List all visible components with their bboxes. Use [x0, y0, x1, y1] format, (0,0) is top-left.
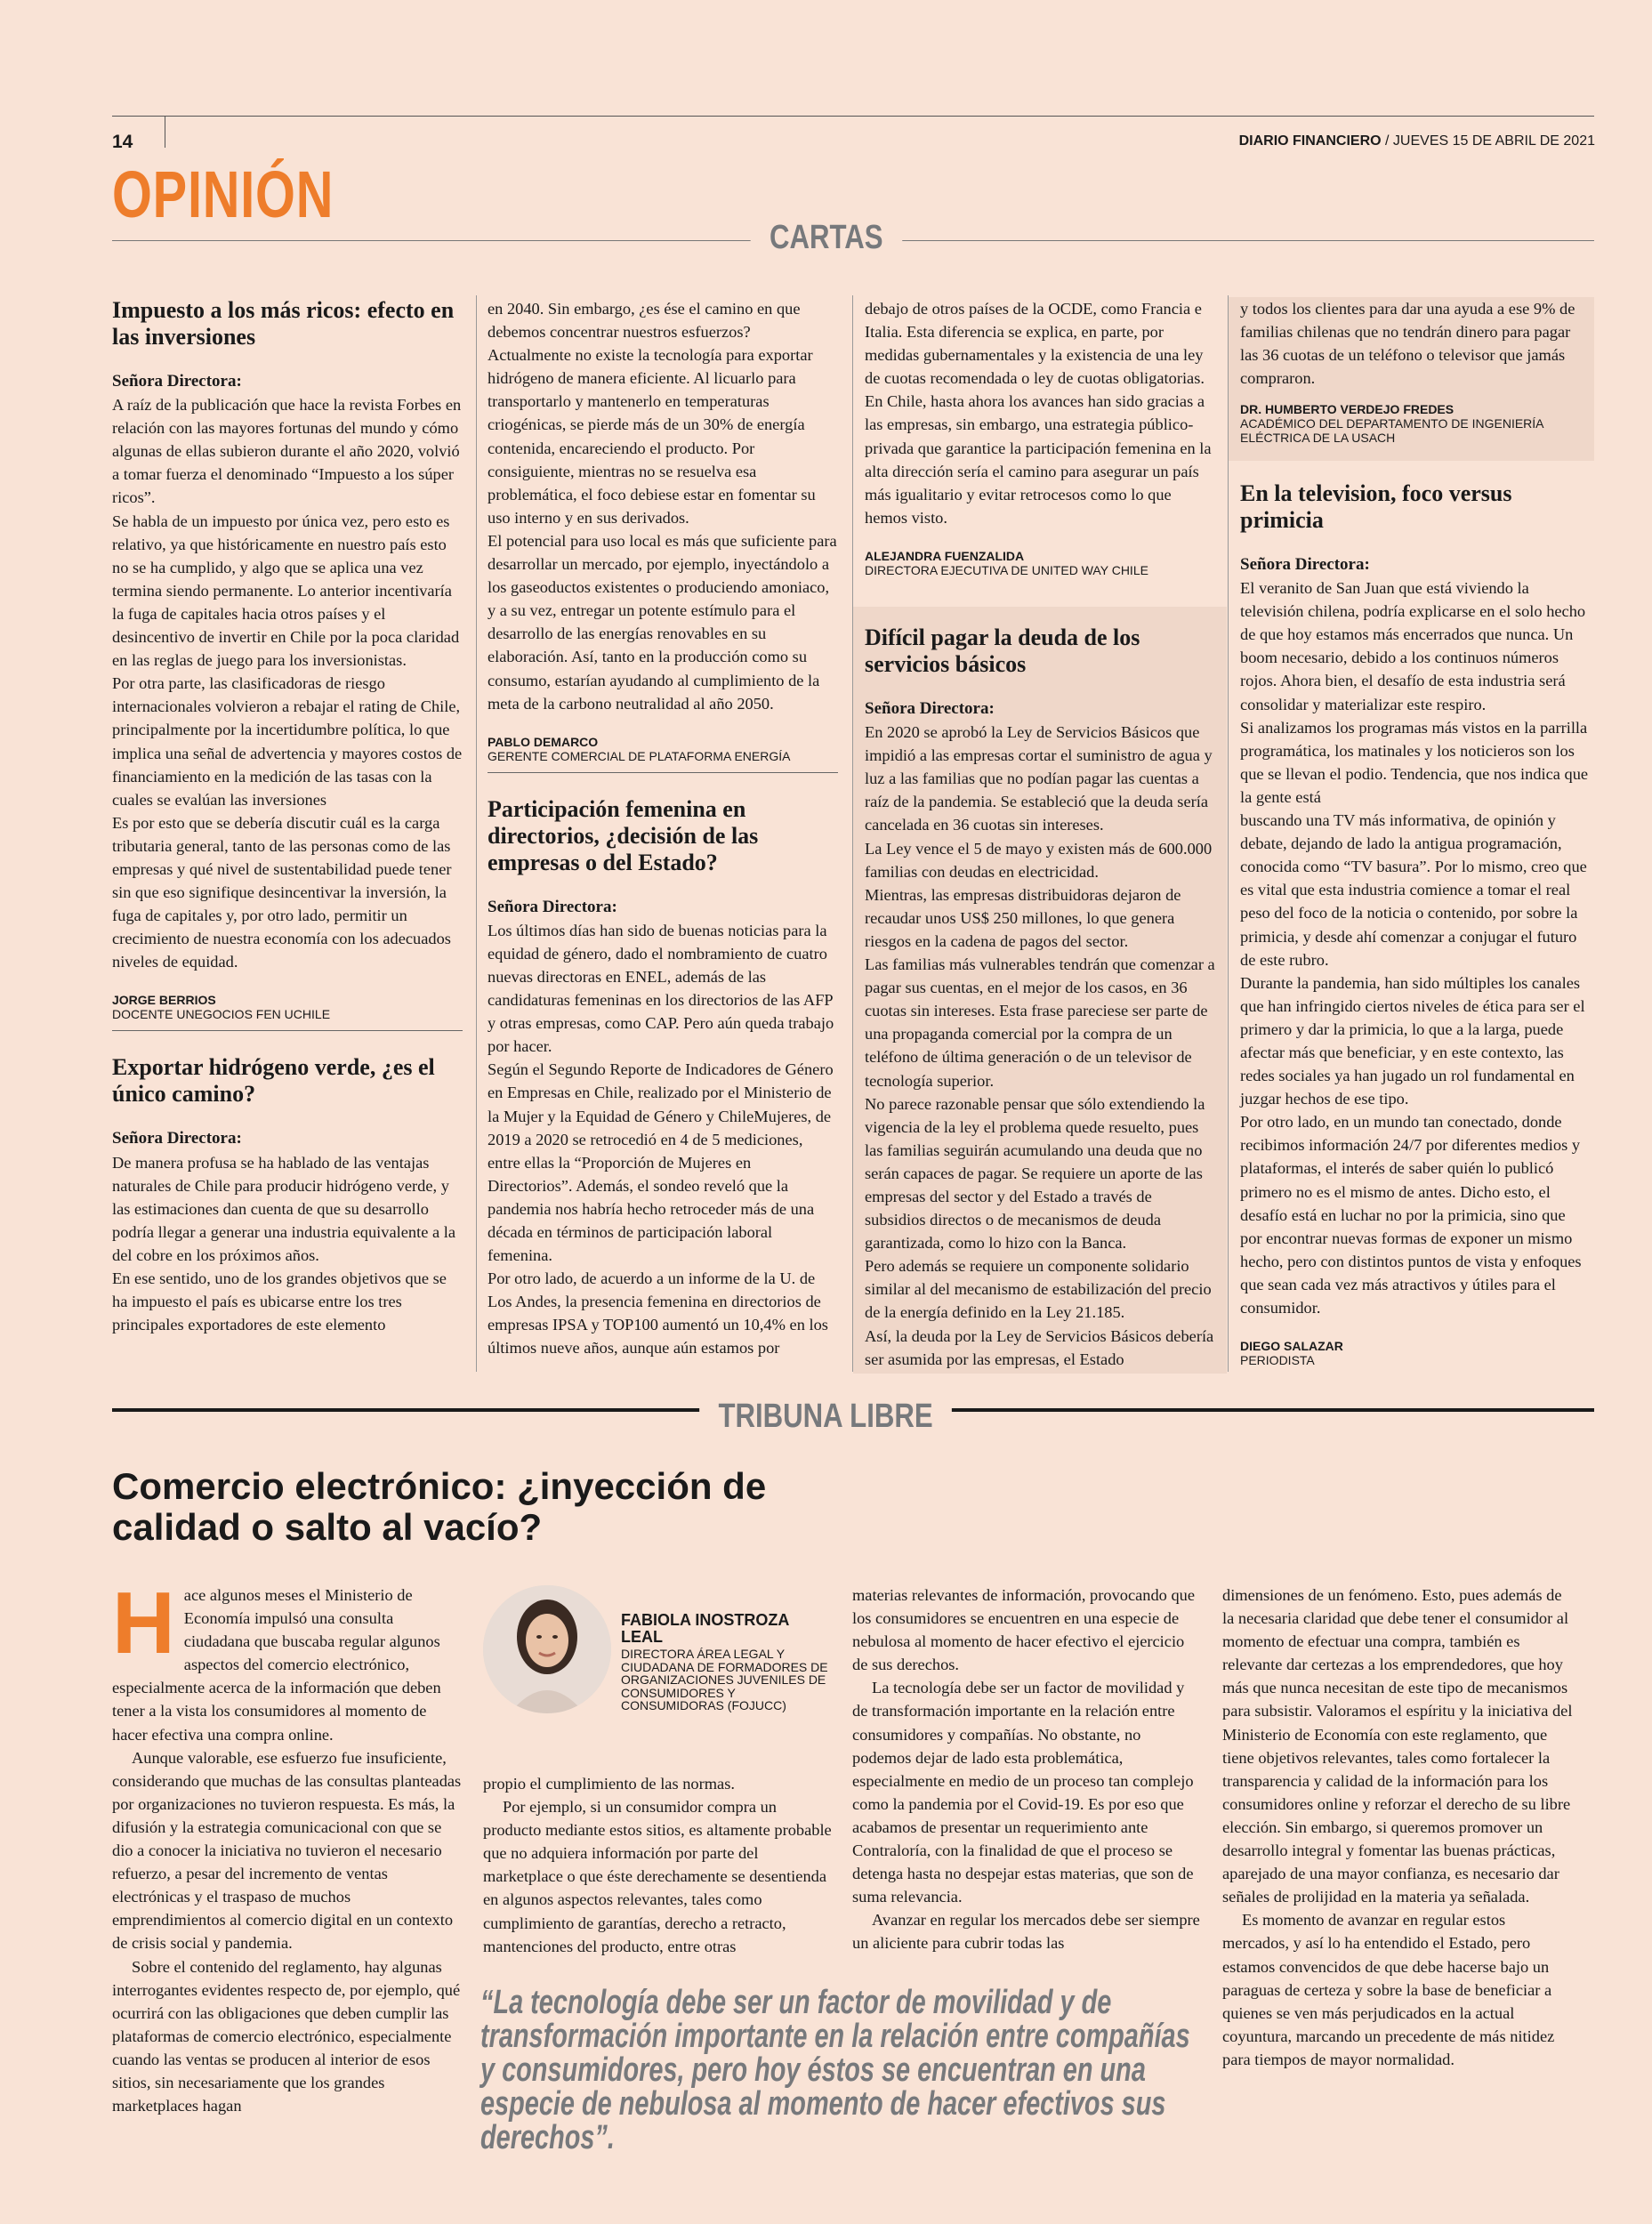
letter-3-p1: Los últimos días han sido de buenas noticias para la equidad de género, dado el nombramiento de cuatro nuevas directoras en ENEL, además de las candidaturas femeninas en los directorios de las AFP y otras empresas, como CAP. Pero aún queda trabajo por hacer.	[488, 921, 834, 1056]
letter-4-p6: Pero además se requiere un componente solidario similar al del mecanismo de estabilización del precio de la energía definido en la Ley 21.185.	[865, 1257, 1212, 1322]
divider	[112, 1030, 463, 1031]
tribuna-p2: Aunque valorable, ese esfuerzo fue insuficiente, considerando que muchas de las consultas planteadas por organizaciones no tuvieron respuesta. Es más, la difusión y la estrategia comunicacional con que se dio a conocer la iniciativa no tuvieron el necesario refuerzo, a pesar del incremento de ventas electrónicas y el traspaso de muchos emprendimientos al comercio digital en un contexto de crisis social y pandemia.	[112, 1748, 462, 1953]
publication-name: DIARIO FINANCIERO	[1238, 133, 1382, 149]
letter-5-p1: El veranito de San Juan que está viviendo la televisión chilena, podría explicarse en el solo hecho de que hoy estamos más encerrados que nunca. Un boom necesario, debido a los continuos números rojos. Ahora bien, el desafío de esta industria será consolidar y materializar este respiro.	[1240, 579, 1586, 713]
author-role: DIRECTORA ÁREA LEGAL Y CIUDADANA DE FORMADORES DE ORGANIZACIONES JUVENILES DE CONSUMIDORES Y CONSUMIDORAS (FOJUCC)	[621, 1647, 828, 1713]
letters-col-4	[1240, 480, 1591, 1367]
letter-5-p3: buscando una TV más informativa, de opinión y debate, dejando de lado la antigua programación, conocida como “TV basura”. Por lo mismo, creo que es vital que esta industria comience a tomar el real peso del foco de la noticia o contenido, por sobre la primicia, y desde ahí comenzar a conjugar el futuro de este rubro.	[1240, 811, 1587, 969]
tribuna-band	[0, 1398, 1652, 1436]
tribuna-col-1	[112, 1574, 463, 2117]
tribuna-p7: La tecnología debe ser un factor de movilidad y de transformación importante en la relación entre consumidores y compañías. No obstante, no podemos dejar de lado esta problemática, especialmente en medio de un proceso tan complejo como la pandemia por el Covid-19. Es por eso que acabamos de presentar un requerimiento ante Contraloría, con la finalidad de que el proceso se detenga hasta no despejar estas materias, que son de suma relevancia.	[852, 1679, 1194, 1906]
author-portrait-icon	[483, 1585, 611, 1713]
letter-2-author: PABLO DEMARCO	[488, 734, 599, 749]
letter-4-role: ACADÉMICO DEL DEPARTAMENTO DE INGENIERÍA ELÉCTRICA DE LA USACH	[1240, 416, 1543, 446]
letter-3-p3: Por otro lado, de acuerdo a un informe de la U. de Los Andes, la presencia femenina en directorios de empresas IPSA y TOP100 aumentó un 10,4% en los últimos nueve años, aunque aún estamos por	[488, 1269, 828, 1358]
letter-1-p1: A raíz de la publicación que hace la revista Forbes en relación con las mayores fortunas del mundo y cómo algunas de ellas subieron durante el año 2020, volvió a tomar fuerza el denominado “Impuesto a los súper ricos”.	[112, 396, 462, 507]
letter-4-title: Difícil pagar la deuda de los servicios básicos	[865, 624, 1140, 677]
dropcap: H	[112, 1574, 175, 1672]
letter-3-p2: Según el Segundo Reporte de Indicadores de Género en Empresas en Chile, realizado por el Ministerio de la Mujer y la Equidad de Género y ChileMujeres, de 2019 a 2020 se retrocedió en 4 de 5 mediciones, entre ellas la “Proporción de Mujeres en Directorios”. Además, el sondeo reveló que la pandemia nos habría hecho retroceder más de una década en términos de participación laboral femenina.	[488, 1060, 834, 1265]
tribuna-p4: propio el cumplimiento de las normas.	[483, 1775, 735, 1793]
letter-2-title: Exportar hidrógeno verde, ¿es el único camino?	[112, 1054, 435, 1108]
divider	[488, 772, 838, 773]
letter-5-role: PERIODISTA	[1240, 1353, 1315, 1368]
letter-1-author: JORGE BERRIOS	[112, 993, 216, 1008]
letter-2-p3: en 2040. Sin embargo, ¿es ése el camino en que debemos concentrar nuestros esfuerzos?	[488, 300, 801, 342]
letter-4-p5: No parece razonable pensar que sólo extendiendo la vigencia de la ley el problema quede resuelto, pues las familias seguirán acumulando una deuda que no serán capaces de pagar. Se requiere un aporte de las empresas del sector y del Estado a través de subsidios directos o de mecanismos de deuda garantizada, como lo hizo con la Banca.	[865, 1094, 1205, 1253]
letter-4-p1: En 2020 se aprobó la Ley de Servicios Básicos que impidió a las empresas cortar el suministro de agua y luz a las familias que no podían pagar las cuentas a raíz de la pandemia. Se estableció que la deuda sería cancelada en 36 cuotas sin intereses.	[865, 723, 1213, 834]
tribuna-p5: Por ejemplo, si un consumidor compra un producto mediante estos sitios, es altamente probable que no adquiera información por parte del marketplace o que éste derechamente se desentienda en algunos aspectos relevantes, tales como cumplimiento de garantías, derecho a retracto, mantenciones del producto, entre otras	[483, 1798, 832, 1955]
letter-4-author: DR. HUMBERTO VERDEJO FREDES	[1240, 402, 1455, 417]
letter-5-title: En la television, foco versus primicia	[1240, 480, 1512, 533]
author-photo	[483, 1585, 611, 1713]
letter-2-p4: Actualmente no existe la tecnología para exportar hidrógeno de manera eficiente. Al licuarlo para transportarlo y mantenerlo en temperaturas criogénicas, se pierde más de un 30% de energía contenida, encareciendo el producto. Por consiguiente, mientras no se resuelva esa problemática, el foco debiese estar en fomentar su uso interno y en sus derivados.	[488, 346, 816, 527]
tribuna-p9: dimensiones de un fenómeno. Esto, pues además de la necesaria claridad que debe tener el consumidor al momento de efectuar una compra, también es relevante dar certezas a los emprendedores, que hoy más que nunca necesitan de este tipo de mecanismos para subsistir. Valoramos el espíritu y la iniciativa del Ministerio de Economía con este reglamento, que tiene objetivos relevantes, tales como fortalecer la transparencia y calidad de la información para los consumidores online y reforzar el derecho de su libre elección. Sin embargo, si queremos promover un desarrollo integral y fomentar las buenas prácticas, aparejado de una mayor confianza, es necesario dar señales de prolijidad en la materia ya señalada.	[1222, 1586, 1573, 1906]
letter-3-title: Participación femenina en directorios, ¿decisión de las empresas o del Estado?	[488, 795, 759, 875]
letter-4-p2: La Ley vence el 5 de mayo y existen más de 600.000 familias con deudas en electricidad.	[865, 839, 1213, 881]
tribuna-col-2	[483, 1772, 834, 1958]
letters-col-1	[112, 297, 463, 1336]
letter-5-p2: Si analizamos los programas más vistos en la parrilla programática, los matinales y los noticieros son los que se llevan el podio. Tendencia, que nos indica que la gente está	[1240, 718, 1589, 806]
letter-1-role: DOCENTE UNEGOCIOS FEN UCHILE	[112, 1007, 331, 1022]
letter-3-salutation: Señora Directora:	[488, 897, 617, 916]
letter-4-p3: Mientras, las empresas distribuidoras dejaron de recaudar unos US$ 250 millones, lo que genera riesgos en la cadena de pagos del sector.	[865, 885, 1181, 950]
tribuna-label: TRIBUNA LIBRE	[700, 1398, 953, 1436]
issue-date: / JUEVES 15 DE ABRIL DE 2021	[1381, 133, 1595, 149]
tribuna-col-3	[852, 1583, 1203, 1955]
letter-5-salutation: Señora Directora:	[1240, 555, 1370, 574]
letters-col-3	[865, 297, 1215, 577]
letter-4-p4: Las familias más vulnerables tendrán que comenzar a pagar sus cuentas, en el mejor de los casos, en 36 cuotas sin intereses. Esta frase pareciese ser parte de una propaganda comercial por la compra de un teléfono de última generación o de un televisor de tecnología superior.	[865, 955, 1215, 1090]
letter-4-salutation: Señora Directora:	[865, 699, 995, 718]
pull-quote: “La tecnología debe ser un factor de movilidad y de transformación importante en la relación entre compañías y consumidores, pero hoy éstos se encuentran en una especie de nebulosa al momento de hacer efectivos sus derechos”.	[480, 1984, 1190, 2156]
letter-4-p8: y todos los clientes para dar una ayuda a ese 9% de familias chilenas que no tendrán dinero para pagar las 36 cuotas de un teléfono o televisor que jamás compraron.	[1240, 300, 1575, 388]
tribuna-p8: Avanzar en regular los mercados debe ser siempre un aliciente para cubrir todas las	[852, 1911, 1200, 1953]
letter-3-p4: debajo de otros países de la OCDE, como Francia e Italia. Esta diferencia se explica, en parte, por medidas gubernamentales y la existencia de una ley de cuotas recomendada o ley de cuotas obligatorias.	[865, 300, 1205, 388]
col-rule-1	[476, 295, 477, 1372]
tribuna-p10: Es momento de avanzar en regular estos mercados, y así lo ha entendido el Estado, pero estamos convencidos de que debe hacerse bajo un paraguas de certeza y sobre la base de beneficiar a quienes se ven más perjudicados en la actual coyuntura, marcando un precedente de más nitidez para tiempos de mayor normalidad.	[1222, 1911, 1555, 2068]
letters-col-2	[488, 297, 838, 1360]
author-name: FABIOLA INOSTROZA LEAL	[621, 1611, 789, 1646]
letter-1-salutation: Señora Directora:	[112, 372, 242, 391]
letter-3-p5: En Chile, hasta ahora los avances han sido gracias a las empresas, sin embargo, una estrategia público-privada que garantice la participación femenina en la alta dirección sería el camino para asegurar un país más igualitario y evitar retrocesos como lo que hemos visto.	[865, 392, 1212, 527]
section-title: OPINIÓN	[112, 157, 334, 231]
letter-2-role: GERENTE COMERCIAL DE PLATAFORMA ENERGÍA	[488, 748, 791, 763]
top-rule	[112, 116, 1594, 117]
letter-2-salutation: Señora Directora:	[112, 1129, 242, 1148]
cartas-band	[0, 219, 1652, 257]
letter-4-continued-box	[1229, 297, 1594, 461]
letter-1-title: Impuesto a los más ricos: efecto en las inversiones	[112, 297, 455, 350]
letter-5-p5: Por otro lado, en un mundo tan conectado, donde recibimos información 24/7 por diferentes medios y plataformas, el interés de saber quién lo publicó primero no es el mismo de antes. Dicho esto, el desafío está en luchar no por la primicia, sino que por encontrar nuevas formas de exponer un mismo hecho, pero con distintos puntos de vista y enfoques que sean cada vez más atractivos y útiles para el consumidor.	[1240, 1113, 1582, 1317]
tribuna-p3: Sobre el contenido del reglamento, hay algunas interrogantes evidentes respecto de, por ejemplo, qué ocurrirá con las obligaciones que deben cumplir las plataformas de comercio electrónico, especialmente cuando las ventas se producen al interior de esos sitios, sin necesariamente que los grandes marketplaces hagan	[112, 1957, 461, 2115]
tribuna-headline: Comercio electrónico: ¿inyección de calidad o salto al vacío?	[112, 1465, 767, 1548]
letter-2-p1: De manera profusa se ha hablado de las ventajas naturales de Chile para producir hidrógeno verde, y las estimaciones dan cuenta de que su desarrollo podría llegar a generar una industria equivalente a la del cobre en los próximos años.	[112, 1153, 456, 1264]
letter-1-p3: Por otra parte, las clasificadoras de riesgo internacionales volvieron a rebajar el rating de Chile, principalmente por la incertidumbre política, lo que implica una señal de advertencia y mayores costos de financiamiento en la medición de las tasas con la cuales se evalúan las inversiones	[112, 674, 463, 809]
letter-2-p2: En ese sentido, uno de los grandes objetivos que se ha impuesto el país es ubicarse entre los tres principales exportadores de este elemento	[112, 1269, 447, 1334]
letter-5-author: DIEGO SALAZAR	[1240, 1339, 1343, 1354]
letter-5-p4: Durante la pandemia, han sido múltiples los canales que han infringido ciertos niveles de ética para ser el primero y dar la primicia, lo que a la larga, puede afectar más que beneficiar, y en este contexto, las redes sociales ya han jugado un rol fundamental en juzgar hechos de ese tipo.	[1240, 973, 1585, 1108]
letter-4-box	[853, 607, 1227, 1374]
page-number: 14	[112, 132, 133, 152]
cartas-label: CARTAS	[750, 219, 901, 257]
letter-3-role: DIRECTORA EJECUTIVA DE UNITED WAY CHILE	[865, 562, 1148, 577]
letter-3-author: ALEJANDRA FUENZALIDA	[865, 548, 1025, 563]
letter-2-p5: El potencial para uso local es más que suficiente para desarrollar un mercado, por ejemplo, inyectándolo a los gaseoductos existentes o produciendo amoniaco, y a su vez, entregar un potente estímulo para el desarrollo de las energías renovables en su elaboración. Así, tanto en la producción como su consumo, estarían ayudando al cumplimiento de la meta de la carbono neutralidad al año 2050.	[488, 531, 837, 713]
letter-1-p2: Se habla de un impuesto por única vez, pero esto es relativo, ya que históricamente en nuestro país esto no se ha cumplido, y algo que se aplica una vez termina siendo permanente. Lo anterior incentivaría la fuga de capitales hacia otros países y el desincentivo de invertir en Chile por la poca claridad en las reglas de juego para los inversionistas.	[112, 512, 460, 670]
letter-1-p4: Es por esto que se debería discutir cuál es la carga tributaria general, tanto de las personas como de las empresas y qué nivel de sustentabilidad puede tener sin que eso signifique desincentivar la inversión, la fuga de capitales y, por otro lado, permitir un crecimiento de nuestra economía con los adecuados niveles de equidad.	[112, 813, 452, 971]
publication-date	[1239, 133, 1595, 149]
letter-4-p7: Así, la deuda por la Ley de Servicios Básicos debería ser asumida por las empresas, el Estado	[865, 1326, 1214, 1368]
tribuna-p1: ace algunos meses el Ministerio de Economía impulsó una consulta ciudadana que buscaba regular algunos aspectos del comercio electrónico, especialmente acerca de la información que deben tener a la vista los consumidores al momento de hacer efectiva una compra online.	[112, 1586, 441, 1744]
tribuna-col-4	[1222, 1583, 1573, 2071]
tribuna-p6: materias relevantes de información, provocando que los consumidores se encuentren en una especie de nebulosa al momento de hacer efectivo el ejercicio de sus derechos.	[852, 1586, 1196, 1674]
